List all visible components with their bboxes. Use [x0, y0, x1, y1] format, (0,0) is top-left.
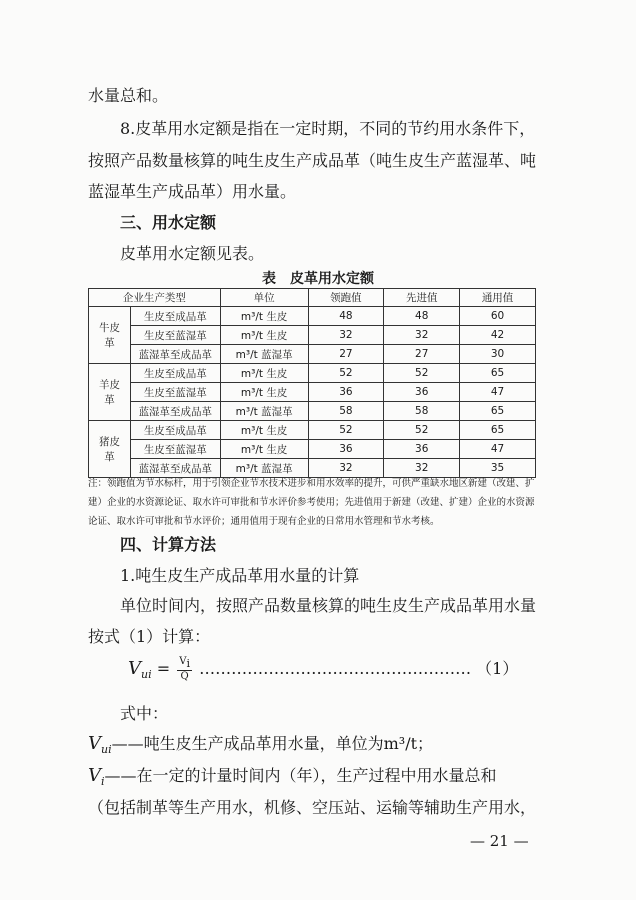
table-row	[89, 364, 536, 383]
formula-1	[128, 656, 518, 683]
row-gen: 30	[460, 345, 536, 364]
formula-numerator-sub: i	[186, 657, 190, 670]
row-adv: 27	[384, 345, 460, 364]
row-lead: 36	[308, 440, 384, 459]
section-3-title: 三、用水定额	[120, 213, 217, 232]
group-name: 猪皮革	[89, 421, 131, 478]
calc-1-line-2: 按式（1）计算：	[88, 627, 211, 646]
row-adv: 32	[384, 459, 460, 478]
row-gen: 60	[460, 307, 536, 326]
row-gen: 65	[460, 402, 536, 421]
row-unit: m³/t 生皮	[220, 326, 308, 345]
var1-symbol: V	[88, 733, 101, 754]
row-gen: 47	[460, 440, 536, 459]
row-type: 生皮至成品革	[130, 307, 220, 326]
row-lead: 27	[308, 345, 384, 364]
group-name: 牛皮革	[89, 307, 131, 364]
page-number: — 21 —	[470, 832, 529, 850]
header-lead: 领跑值	[308, 289, 384, 307]
row-adv: 48	[384, 307, 460, 326]
table-row	[89, 402, 536, 421]
table-row	[89, 326, 536, 345]
calc-1-line-1: 单位时间内，按照产品数量核算的吨生皮生产成品革用水量	[120, 596, 537, 615]
formula-numerator: V	[179, 656, 187, 667]
table-row	[89, 421, 536, 440]
header-unit: 单位	[220, 289, 308, 307]
definition-8-line-1: 8.皮革用水定额是指在一定时期，不同的节约用水条件下，	[120, 119, 536, 138]
table-row	[89, 440, 536, 459]
row-unit: m³/t 生皮	[220, 440, 308, 459]
table-row	[89, 345, 536, 364]
definition-8-line-2: 按照产品数量核算的吨生皮生产成品革（吨生皮生产蓝湿革、吨	[88, 151, 537, 170]
formula-lhs: V	[128, 658, 141, 679]
var2-symbol: V	[88, 765, 101, 786]
variable-1-definition	[88, 732, 558, 762]
table-header-row	[89, 289, 536, 307]
section-4-title: 四、计算方法	[120, 535, 217, 554]
row-unit: m³/t 生皮	[220, 383, 308, 402]
header-gen: 通用值	[460, 289, 536, 307]
water-quota-table	[88, 288, 536, 478]
table-row	[89, 383, 536, 402]
variable-2-line-2: （包括制革等生产用水，机修、空压站、运输等辅助生产用水，	[88, 798, 537, 817]
row-type: 生皮至蓝湿革	[130, 326, 220, 345]
calc-1-title: 1.吨生皮生产成品革用水量的计算	[120, 566, 360, 585]
row-type: 生皮至成品革	[130, 421, 220, 440]
row-unit: m³/t 蓝湿革	[220, 345, 308, 364]
row-adv: 52	[384, 421, 460, 440]
row-gen: 65	[460, 421, 536, 440]
table-caption: 表 皮革用水定额	[262, 271, 374, 287]
formula-number: （1）	[476, 659, 519, 678]
formula-dots: ……………………………………………	[199, 659, 472, 678]
row-gen: 35	[460, 459, 536, 478]
row-adv: 32	[384, 326, 460, 345]
row-lead: 58	[308, 402, 384, 421]
definition-8-line-3: 蓝湿革生产成品革）用水量。	[88, 182, 297, 201]
row-unit: m³/t 蓝湿革	[220, 459, 308, 478]
row-adv: 58	[384, 402, 460, 421]
row-lead: 36	[308, 383, 384, 402]
formula-denominator: Q	[180, 671, 189, 682]
row-lead: 32	[308, 459, 384, 478]
intro-text: 水量总和。	[88, 86, 169, 105]
group-name: 羊皮革	[89, 364, 131, 421]
var1-text: ——吨生皮生产成品革用水量，单位为m³/t；	[111, 734, 434, 753]
row-adv: 36	[384, 440, 460, 459]
row-lead: 52	[308, 421, 384, 440]
row-unit: m³/t 蓝湿革	[220, 402, 308, 421]
row-type: 蓝湿革至成品革	[130, 459, 220, 478]
row-adv: 52	[384, 364, 460, 383]
header-type: 企业生产类型	[89, 289, 221, 307]
var2-symbol-sub: i	[101, 775, 105, 789]
table-note: 注：领跑值为节水标杆，用于引领企业节水技术进步和用水效率的提升，可供严重缺水地区新建（改建、扩建）企业的水资源论证、取水许可审批和节水评价参考使用；先进值用于新建（改建、扩建）企业的水资源论证、取水许可审批和节水评价；通用值用于现有企业的日常用水管理和节水考核。	[88, 478, 535, 527]
table-row	[89, 307, 536, 326]
row-unit: m³/t 生皮	[220, 364, 308, 383]
row-type: 生皮至成品革	[130, 364, 220, 383]
row-unit: m³/t 生皮	[220, 307, 308, 326]
var2-text: ——在一定的计量时间内（年），生产过程中用水量总和	[104, 766, 497, 785]
row-type: 生皮至蓝湿革	[130, 383, 220, 402]
row-lead: 32	[308, 326, 384, 345]
header-adv: 先进值	[384, 289, 460, 307]
variable-2-definition	[88, 764, 558, 794]
formula-lhs-sub: ui	[141, 668, 152, 682]
where-label: 式中：	[120, 704, 169, 723]
section-3-text: 皮革用水定额见表。	[120, 244, 265, 263]
row-type: 生皮至蓝湿革	[130, 440, 220, 459]
row-type: 蓝湿革至成品革	[130, 402, 220, 421]
formula-equals: =	[156, 659, 171, 678]
row-gen: 65	[460, 364, 536, 383]
row-type: 蓝湿革至成品革	[130, 345, 220, 364]
row-gen: 47	[460, 383, 536, 402]
row-lead: 52	[308, 364, 384, 383]
row-lead: 48	[308, 307, 384, 326]
var1-symbol-sub: ui	[101, 743, 112, 757]
formula-fraction	[177, 656, 192, 683]
row-adv: 36	[384, 383, 460, 402]
row-unit: m³/t 生皮	[220, 421, 308, 440]
row-gen: 42	[460, 326, 536, 345]
